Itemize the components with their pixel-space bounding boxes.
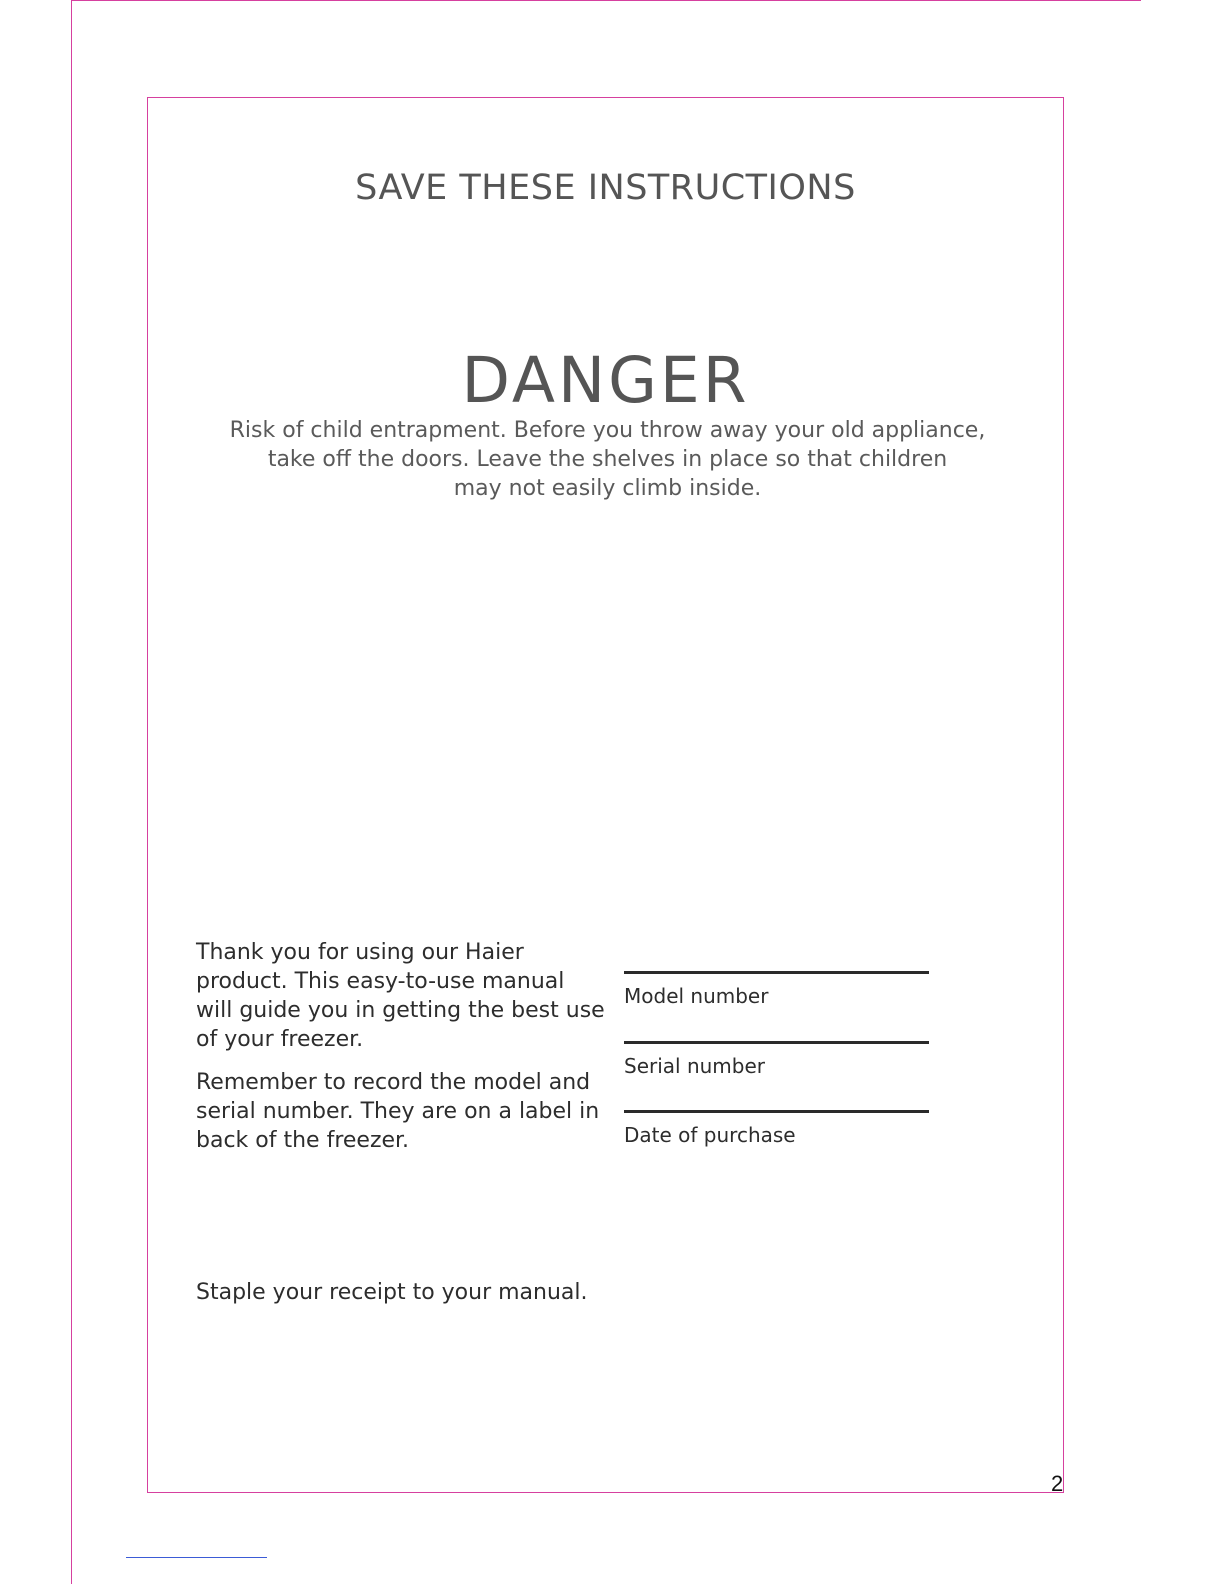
danger-heading: DANGER — [461, 344, 750, 417]
serial-number-field — [624, 1041, 929, 1078]
danger-warning-line: may not easily climb inside. — [453, 476, 762, 501]
staple-receipt-note: Staple your receipt to your manual. — [196, 1280, 588, 1305]
save-instructions-heading: SAVE THESE INSTRUCTIONS — [355, 168, 856, 208]
intro-text — [196, 938, 606, 1169]
model-number-line — [624, 971, 929, 974]
date-of-purchase-field — [624, 1110, 929, 1147]
danger-warning-line: take off the doors. Leave the shelves in place so that children — [267, 447, 948, 472]
intro-paragraph-record: Remember to record the model and serial number. They are on a label in back of the freezer. — [196, 1070, 600, 1153]
intro-paragraph-thanks: Thank you for using our Haier product. This easy-to-use manual will guide you in getting the best use of your freezer. — [196, 940, 605, 1052]
crop-mark-top — [71, 0, 1141, 1]
serial-number-label: Serial number — [624, 1054, 766, 1078]
crop-mark-left — [71, 0, 72, 1584]
page-number: 2 — [1051, 1471, 1064, 1496]
danger-warning-text — [200, 416, 1015, 503]
serial-number-line — [624, 1041, 929, 1044]
date-of-purchase-label: Date of purchase — [624, 1123, 796, 1147]
footnote-rule — [126, 1557, 267, 1558]
model-number-label: Model number — [624, 984, 769, 1008]
model-number-field — [624, 971, 929, 1008]
danger-warning-line: Risk of child entrapment. Before you throw away your old appliance, — [229, 418, 986, 443]
date-of-purchase-line — [624, 1110, 929, 1113]
